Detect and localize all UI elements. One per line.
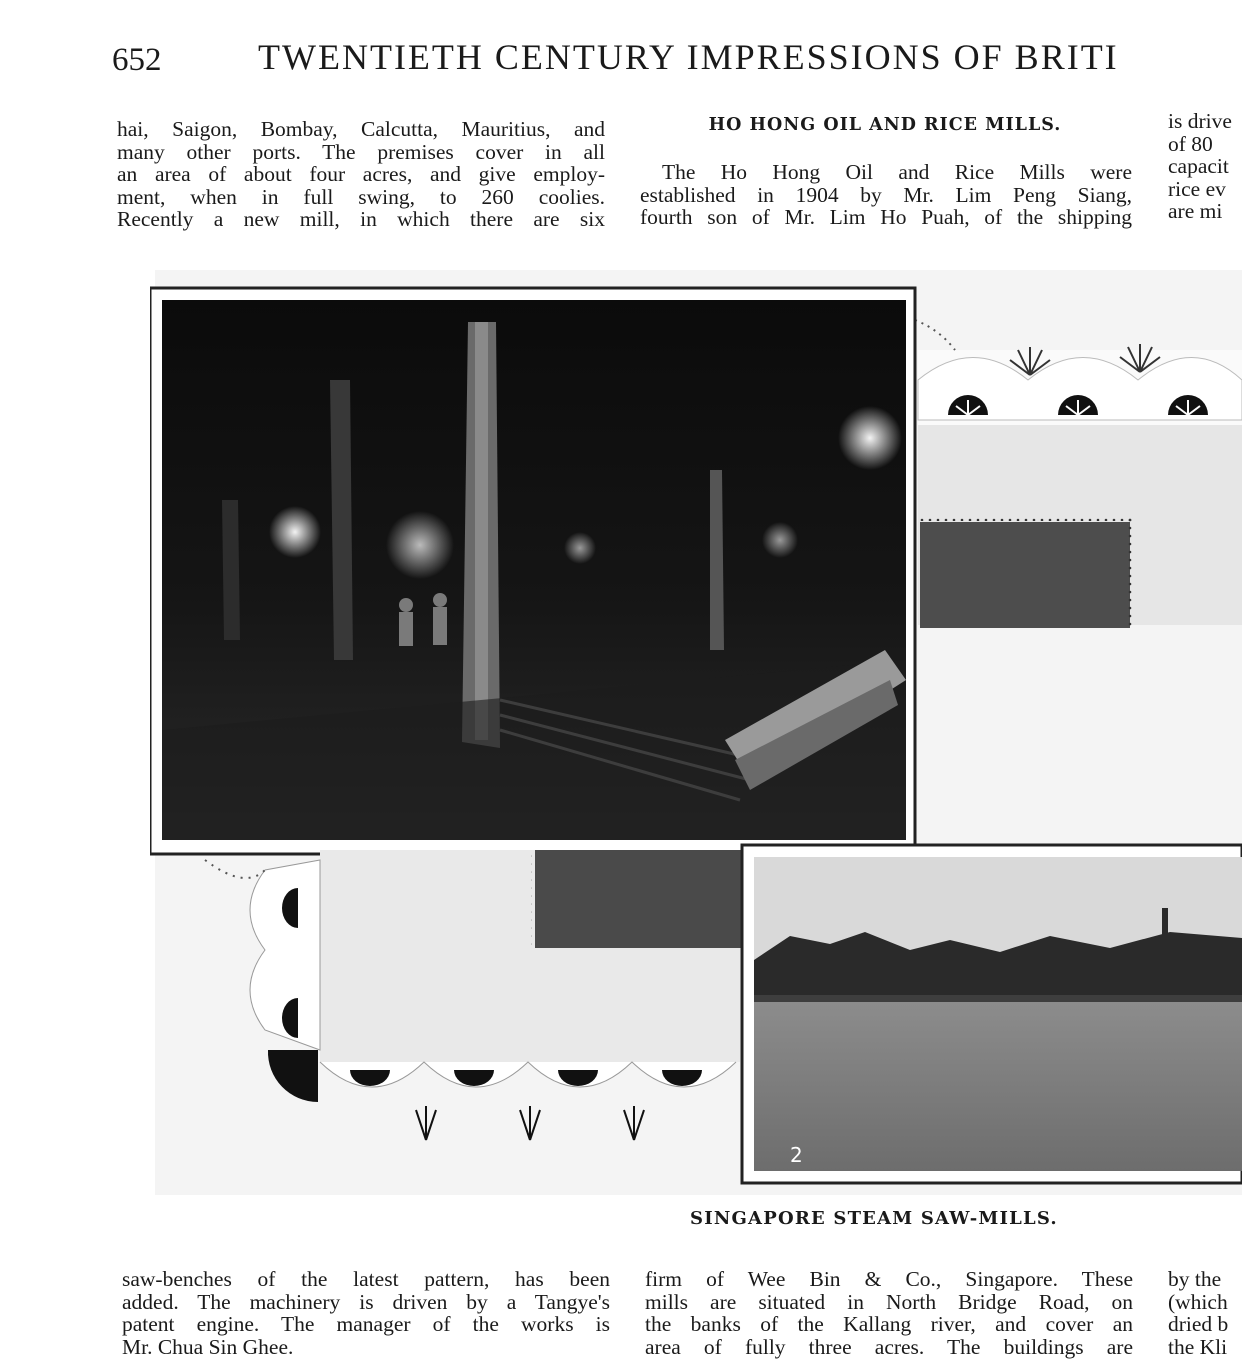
text-line: saw-benches of the latest pattern, has been xyxy=(122,1267,610,1291)
text-line: dried b xyxy=(1168,1312,1229,1336)
river-mill-photo xyxy=(742,845,1242,1183)
text-line: is drive xyxy=(1168,110,1232,133)
text-line: ment, when in full swing, to 260 coolies. xyxy=(117,184,605,209)
bottom-column-2 xyxy=(645,1268,1133,1358)
text-line: by the xyxy=(1168,1268,1222,1291)
section-heading: HO HONG OIL AND RICE MILLS. xyxy=(708,115,1062,135)
text-line: added. The machinery is driven by a Tangye's xyxy=(122,1289,610,1314)
ornament-upper-right xyxy=(915,320,1242,628)
top-column-1 xyxy=(117,118,605,231)
running-title: TWENTIETH CENTURY IMPRESSIONS OF BRITI xyxy=(258,37,1119,77)
text-line: Recently a new mill, in which there are six xyxy=(117,207,605,231)
text-line: of 80 xyxy=(1168,131,1213,156)
text-line: capacit xyxy=(1168,154,1229,178)
top-column-2 xyxy=(640,161,1132,229)
page-number: 652 xyxy=(112,42,162,78)
text-line: The Ho Hong Oil and Rice Mills were xyxy=(662,160,1132,184)
text-line: area of fully three acres. The buildings are xyxy=(645,1334,1133,1359)
text-line: established in 1904 by Mr. Lim Peng Siang, xyxy=(640,182,1132,207)
text-line: the banks of the Kallang river, and cover an xyxy=(645,1312,1133,1336)
text-line: firm of Wee Bin & Co., Singapore. These xyxy=(645,1267,1133,1291)
text-line: (which xyxy=(1168,1289,1228,1314)
text-line: rice ev xyxy=(1168,176,1226,201)
text-line: hai, Saigon, Bombay, Calcutta, Mauritius, and xyxy=(117,117,605,141)
photo-plate xyxy=(150,260,1242,1205)
text-line: the Kli xyxy=(1168,1334,1228,1358)
text-line: are mi xyxy=(1168,199,1223,223)
photo-number: 2 xyxy=(790,1143,803,1167)
text-line: Mr. Chua Sin Ghee. xyxy=(122,1334,294,1359)
plate-caption: SINGAPORE STEAM SAW-MILLS. xyxy=(690,1208,1058,1229)
top-column-3 xyxy=(1168,110,1242,223)
text-line: mills are situated in North Bridge Road, on xyxy=(645,1289,1133,1314)
text-line: patent engine. The manager of the works is xyxy=(122,1312,610,1336)
text-line: fourth son of Mr. Lim Ho Puah, of the shipping xyxy=(640,205,1132,229)
bottom-column-3 xyxy=(1168,1268,1242,1358)
text-line: an area of about four acres, and give employ- xyxy=(117,162,605,186)
sawmill-interior-photo xyxy=(150,288,915,854)
bottom-column-1 xyxy=(122,1268,610,1358)
text-line: many other ports. The premises cover in all xyxy=(117,139,605,164)
